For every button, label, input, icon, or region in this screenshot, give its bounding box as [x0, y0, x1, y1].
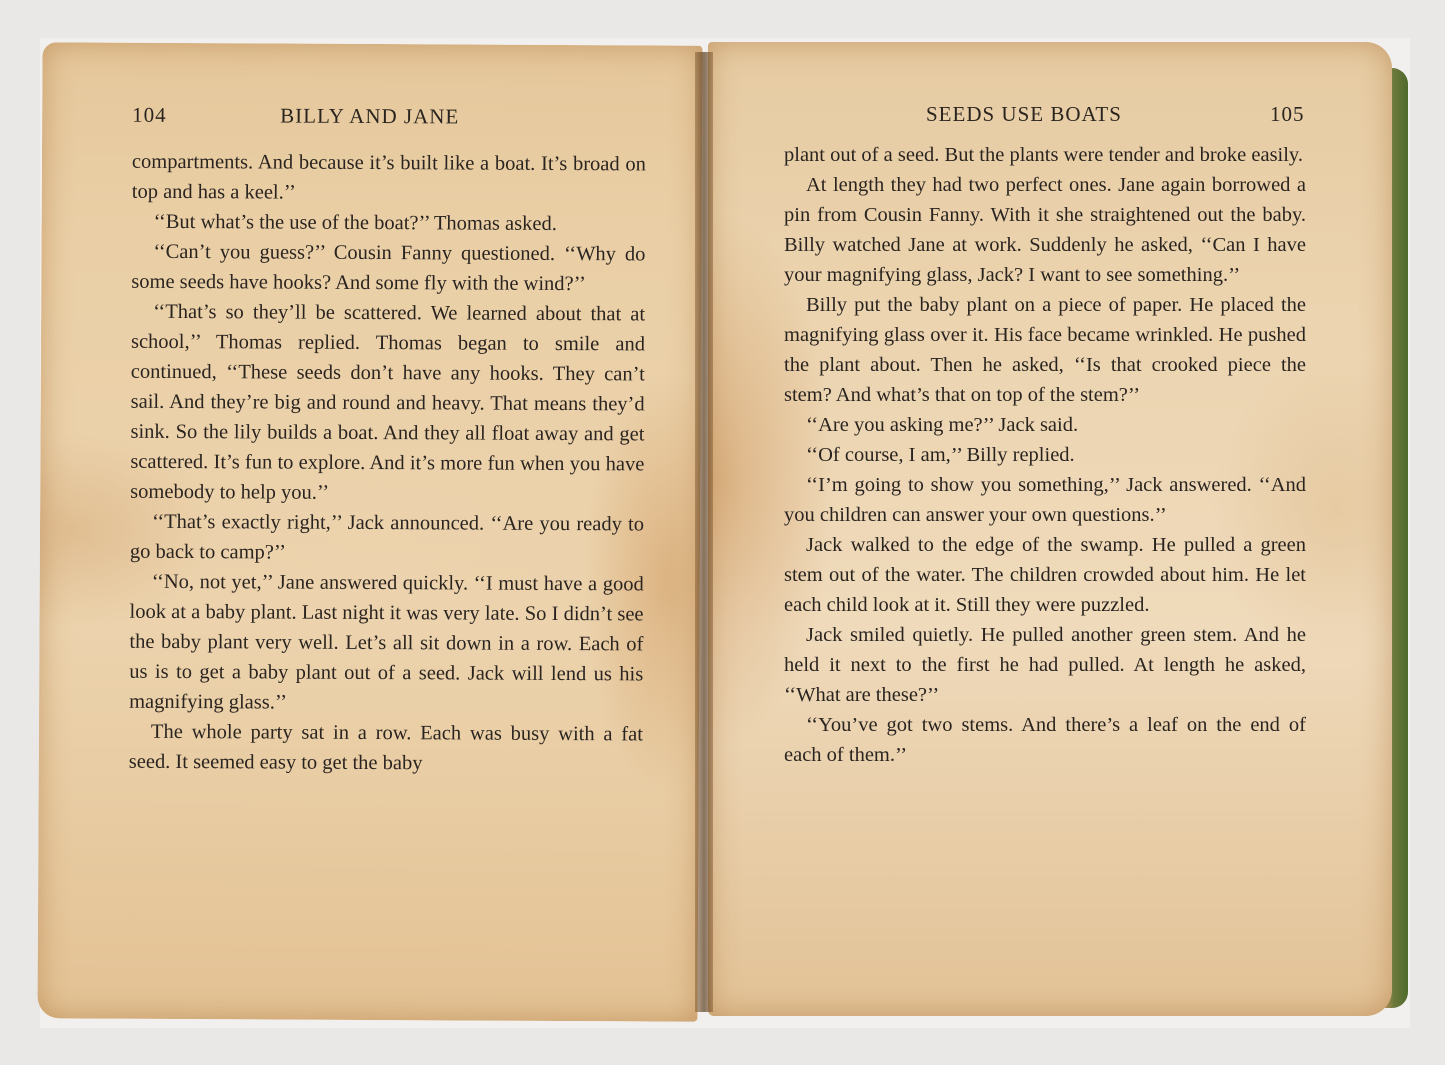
left-page [37, 42, 702, 1021]
paragraph: ‘‘No, not yet,’’ Jane answered quickly. ‘‘I must have a good look at a baby plant. Last night it was very late. So I didn’t see the baby plant very well. Let’s all sit down in a row. Each of us is to get a baby plant out of a seed. Jack will lend us his magnifying glass.’’ [129, 570, 644, 714]
paragraph: Jack walked to the edge of the swamp. He pulled a green stem out of the water. The children crowded about him. He let each child look at it. Still they were puzzled. [784, 534, 1306, 616]
paragraph: ‘‘Are you asking me?’’ Jack said. [806, 414, 1079, 436]
paragraph: ‘‘That’s exactly right,’’ Jack announced. ‘‘Are you ready to go back to camp?’’ [129, 510, 645, 564]
right-running-head: SEEDS USE BOATS [926, 102, 1122, 126]
paragraph: ‘‘That’s so they’ll be scattered. We learned about that at school,’’ Thomas replied. Thomas began to smile and continued, ‘‘These seeds don’t have any hooks. They can’t sail. And they’re big and round and heavy. That means they’d sink. So the lily builds a boat. And they all float away and get scattered. It’s fun to explore. And it’s more fun when you have somebody to help you.’’ [130, 300, 646, 504]
left-page-body [129, 147, 646, 780]
open-book [40, 42, 1412, 1024]
paragraph: The whole party sat in a row. Each was busy with a fat seed. It seemed easy to get the baby [128, 720, 644, 775]
right-page [708, 42, 1392, 1016]
paragraph: At length they had two perfect ones. Jane again borrowed a pin from Cousin Fanny. With it she straightened out the baby. Billy watched Jane at work. Suddenly he asked, ‘‘Can I have your magnifying glass, Jack? I want to see something.’’ [784, 174, 1306, 286]
paragraph: Jack smiled quietly. He pulled another green stem. And he held it next to the first he had pulled. At length he asked, ‘‘What are these?’’ [784, 624, 1306, 706]
left-page-number: 104 [132, 102, 167, 127]
paragraph: ‘‘I’m going to show you something,’’ Jack answered. ‘‘And you children can answer your own questions.’’ [784, 474, 1306, 526]
paragraph: ‘‘Can’t you guess?’’ Cousin Fanny questioned. ‘‘Why do some seeds have hooks? And some fly with the wind?’’ [131, 240, 646, 296]
paragraph: plant out of a seed. But the plants were tender and broke easily. [784, 144, 1303, 166]
paragraph: compartments. And because it’s built like a boat. It’s broad on top and has a keel.’’ [131, 150, 646, 204]
right-page-body [784, 140, 1306, 770]
paragraph: ‘‘But what’s the use of the boat?’’ Thomas asked. [153, 210, 557, 235]
paragraph: Billy put the baby plant on a piece of paper. He placed the magnifying glass over it. His face became wrinkled. He pushed the plant about. Then he asked, ‘‘Is that crooked piece the stem? And what’s that on top of the stem?’’ [784, 294, 1306, 406]
right-page-number: 105 [1270, 102, 1305, 126]
paragraph: ‘‘You’ve got two stems. And there’s a leaf on the end of each of them.’’ [784, 714, 1306, 766]
left-running-head: BILLY AND JANE [280, 103, 460, 129]
paragraph: ‘‘Of course, I am,’’ Billy replied. [806, 444, 1075, 466]
book-gutter [695, 52, 713, 1012]
